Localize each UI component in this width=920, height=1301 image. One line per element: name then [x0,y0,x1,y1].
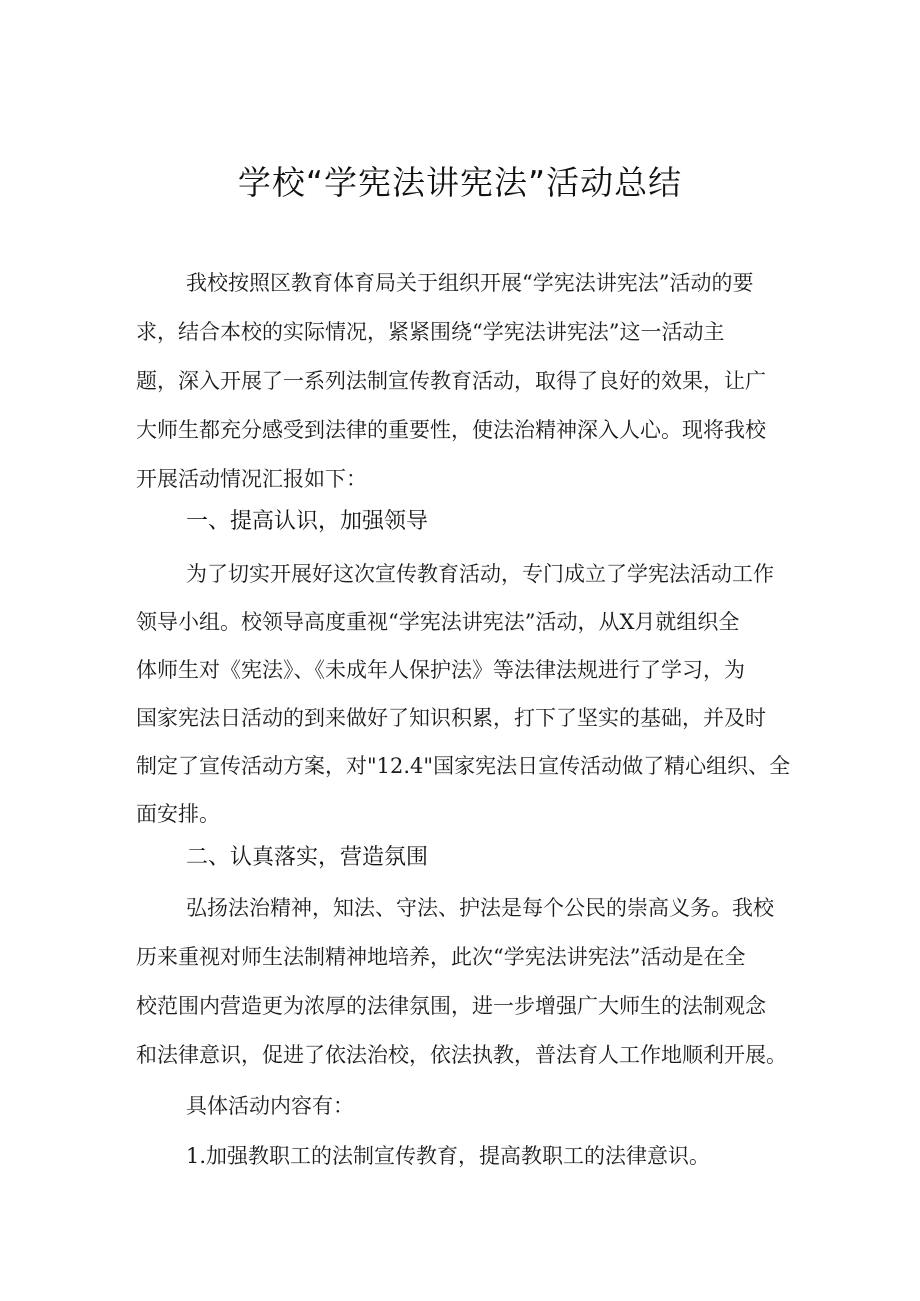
section-1-heading: 一、提高认识，加强领导 [186,509,429,534]
document-title: 学校“学宪法讲宪法”活动总结 [237,163,683,202]
activity-item-1: 1.加强教职工的法制宣传教育，提高教职工的法律意识。 [186,1144,711,1168]
activities-intro: 具体活动内容有： [186,1094,354,1118]
intro-line-3: 题，深入开展了一系列法制宣传教育活动，取得了良好的效果，让广 [136,369,766,393]
section-1-line-2: 领导小组。校领导高度重视“学宪法讲宪法”活动，从X月就组织全 [136,610,740,634]
section-1-line-1: 为了切实开展好这次宣传教育活动，专门成立了学宪法活动工作 [186,562,774,586]
section-1-line-3: 体师生对《宪法》、《未成年人保护法》等法律法规进行了学习，为 [136,658,745,682]
intro-line-4: 大师生都充分感受到法律的重要性，使法治精神深入人心。现将我校 [136,418,766,442]
section-2-line-3: 校范围内营造更为浓厚的法律氛围，进一步增强广大师生的法制观念 [136,994,766,1018]
section-1-line-6: 面安排。 [136,802,220,826]
section-2-heading: 二、认真落实，营造氛围 [186,845,429,870]
section-2-line-4: 和法律意识，促进了依法治校，依法执教，普法育人工作地顺利开展。 [136,1043,787,1067]
intro-line-1: 我校按照区教育体育局关于组织开展“学宪法讲宪法”活动的要 [186,271,754,295]
intro-line-2: 求，结合本校的实际情况，紧紧围绕“学宪法讲宪法”这一活动主 [136,320,725,344]
section-1-line-4: 国家宪法日活动的到来做好了知识积累，打下了坚实的基础，并及时 [136,706,766,730]
section-2-line-1: 弘扬法治精神，知法、守法、护法是每个公民的崇高义务。我校 [186,896,774,920]
intro-line-5: 开展活动情况汇报如下： [136,467,367,491]
section-2-line-2: 历来重视对师生法制精神地培养，此次“学宪法讲宪法”活动是在全 [136,945,746,969]
section-1-line-5: 制定了宣传活动方案，对"12.4"国家宪法日宣传活动做了精心组织、全 [136,754,791,778]
